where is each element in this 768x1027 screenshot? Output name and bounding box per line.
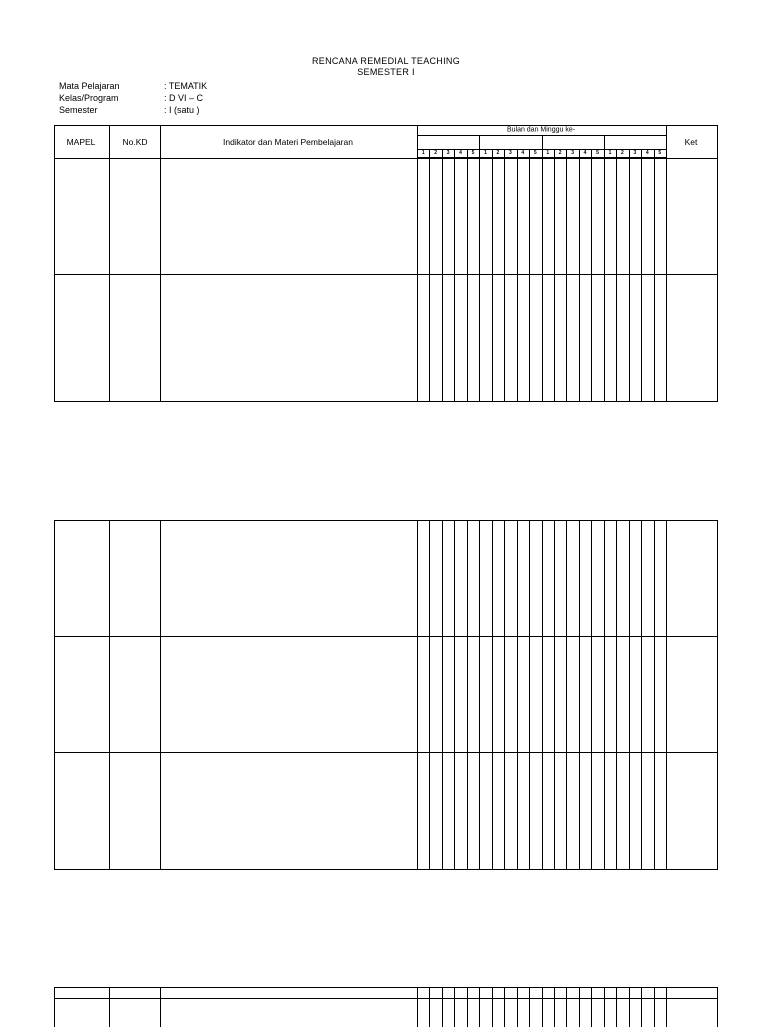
week-divider: [429, 520, 430, 870]
week-divider: [529, 520, 530, 870]
week-divider: [616, 520, 617, 870]
week-divider: [604, 520, 605, 870]
column-divider: [160, 987, 161, 1027]
week-number-label: 2: [434, 150, 438, 156]
week-divider: [542, 520, 543, 870]
month-divider: [479, 135, 480, 149]
week-number-label: 2: [558, 150, 562, 156]
week-number-label: 3: [633, 150, 637, 156]
week-divider: [579, 987, 580, 1027]
week-divider: [492, 987, 493, 1027]
week-divider: [479, 149, 480, 402]
column-divider: [666, 520, 667, 870]
remedial-table-3: [54, 987, 718, 1027]
week-divider: [566, 987, 567, 1027]
column-divider: [666, 125, 667, 402]
week-divider: [591, 987, 592, 1027]
week-divider: [629, 520, 630, 870]
column-divider: [160, 520, 161, 870]
header-rule: [417, 149, 666, 150]
table-border-left: [54, 520, 55, 870]
week-divider: [654, 987, 655, 1027]
week-divider: [492, 520, 493, 870]
column-divider: [109, 125, 110, 402]
table-border-top: [54, 520, 718, 521]
row-divider: [54, 998, 718, 999]
document-title: RENCANA REMEDIAL TEACHING: [311, 56, 461, 66]
header-mapel: MAPEL: [66, 137, 96, 147]
week-divider: [579, 149, 580, 402]
week-number-label: 4: [521, 150, 525, 156]
week-divider: [467, 149, 468, 402]
week-divider: [467, 520, 468, 870]
week-number-label: 2: [496, 150, 500, 156]
column-divider: [54, 987, 55, 1027]
info-label-kelas-program: Kelas/Program: [59, 93, 119, 103]
week-divider: [442, 149, 443, 402]
column-divider: [417, 125, 418, 402]
info-value-semester: : I (satu ): [164, 105, 200, 115]
info-label-semester: Semester: [59, 105, 98, 115]
column-divider: [417, 987, 418, 1027]
header-bulan-minggu: Bulan dan Minggu ke-: [506, 126, 576, 134]
document-subtitle: SEMESTER I: [357, 67, 415, 77]
column-divider: [417, 520, 418, 870]
week-divider: [517, 987, 518, 1027]
table-border-bottom: [54, 401, 718, 402]
column-divider: [109, 520, 110, 870]
table-border-bottom: [54, 869, 718, 870]
week-divider: [579, 520, 580, 870]
week-number-label: 5: [471, 150, 475, 156]
week-number-label: 4: [583, 150, 587, 156]
week-divider: [641, 987, 642, 1027]
week-divider: [641, 520, 642, 870]
week-number-label: 4: [459, 150, 462, 156]
week-divider: [566, 520, 567, 870]
month-divider: [604, 135, 605, 149]
column-divider: [666, 987, 667, 1027]
info-value-mata-pelajaran: : TEMATIK: [164, 81, 208, 91]
week-number-label: 4: [645, 150, 649, 156]
column-divider: [109, 987, 110, 1027]
week-divider: [554, 149, 555, 402]
week-number-label: 1: [484, 150, 487, 156]
week-number-label: 3: [508, 150, 512, 156]
week-divider: [429, 987, 430, 1027]
table-border-right: [717, 125, 718, 402]
week-divider: [504, 520, 505, 870]
header-ket: Ket: [684, 137, 698, 147]
week-divider: [454, 987, 455, 1027]
week-divider: [479, 987, 480, 1027]
table-border-top: [54, 125, 718, 126]
week-divider: [492, 149, 493, 402]
info-block: [59, 80, 359, 120]
week-divider: [429, 149, 430, 402]
week-number-label: 5: [596, 150, 599, 156]
week-divider: [454, 520, 455, 870]
month-divider: [542, 135, 543, 149]
week-divider: [479, 520, 480, 870]
week-number-label: 1: [546, 150, 550, 156]
week-divider: [454, 149, 455, 402]
row-divider: [54, 274, 718, 275]
week-divider: [554, 987, 555, 1027]
row-divider: [54, 636, 718, 637]
week-divider: [616, 149, 617, 402]
week-divider: [442, 987, 443, 1027]
week-number-label: 1: [421, 150, 425, 156]
week-divider: [542, 149, 543, 402]
week-divider: [616, 987, 617, 1027]
week-number-label: 3: [571, 150, 575, 156]
week-number-label: 2: [621, 150, 624, 156]
week-number-label: 5: [533, 150, 537, 156]
week-divider: [517, 520, 518, 870]
week-divider: [591, 520, 592, 870]
header-bottom-rule: [54, 158, 718, 159]
week-divider: [629, 987, 630, 1027]
info-value-kelas-program: : D VI – C: [164, 93, 204, 103]
week-divider: [517, 149, 518, 402]
remedial-table-1: [54, 125, 718, 402]
table-border-top: [54, 987, 718, 988]
week-divider: [529, 149, 530, 402]
header-rule: [417, 135, 666, 136]
week-divider: [604, 987, 605, 1027]
week-divider: [629, 149, 630, 402]
info-label-mata-pelajaran: Mata Pelajaran: [59, 81, 120, 91]
row-divider: [54, 752, 718, 753]
week-divider: [554, 520, 555, 870]
week-number-label: 1: [608, 150, 612, 156]
remedial-table-2: [54, 520, 718, 870]
week-divider: [604, 149, 605, 402]
week-divider: [442, 520, 443, 870]
week-divider: [542, 987, 543, 1027]
header-nokd: No.KD: [122, 137, 148, 147]
week-number-label: 3: [446, 150, 450, 156]
week-divider: [504, 149, 505, 402]
week-divider: [529, 987, 530, 1027]
week-divider: [467, 987, 468, 1027]
column-divider: [717, 987, 718, 1027]
header-indikator: Indikator dan Materi Pembelajaran: [223, 137, 353, 147]
week-divider: [654, 149, 655, 402]
week-divider: [504, 987, 505, 1027]
week-divider: [591, 149, 592, 402]
table-border-left: [54, 125, 55, 402]
week-divider: [641, 149, 642, 402]
table-border-right: [717, 520, 718, 870]
week-divider: [654, 520, 655, 870]
week-divider: [566, 149, 567, 402]
week-number-label: 5: [658, 150, 662, 156]
column-divider: [160, 125, 161, 402]
